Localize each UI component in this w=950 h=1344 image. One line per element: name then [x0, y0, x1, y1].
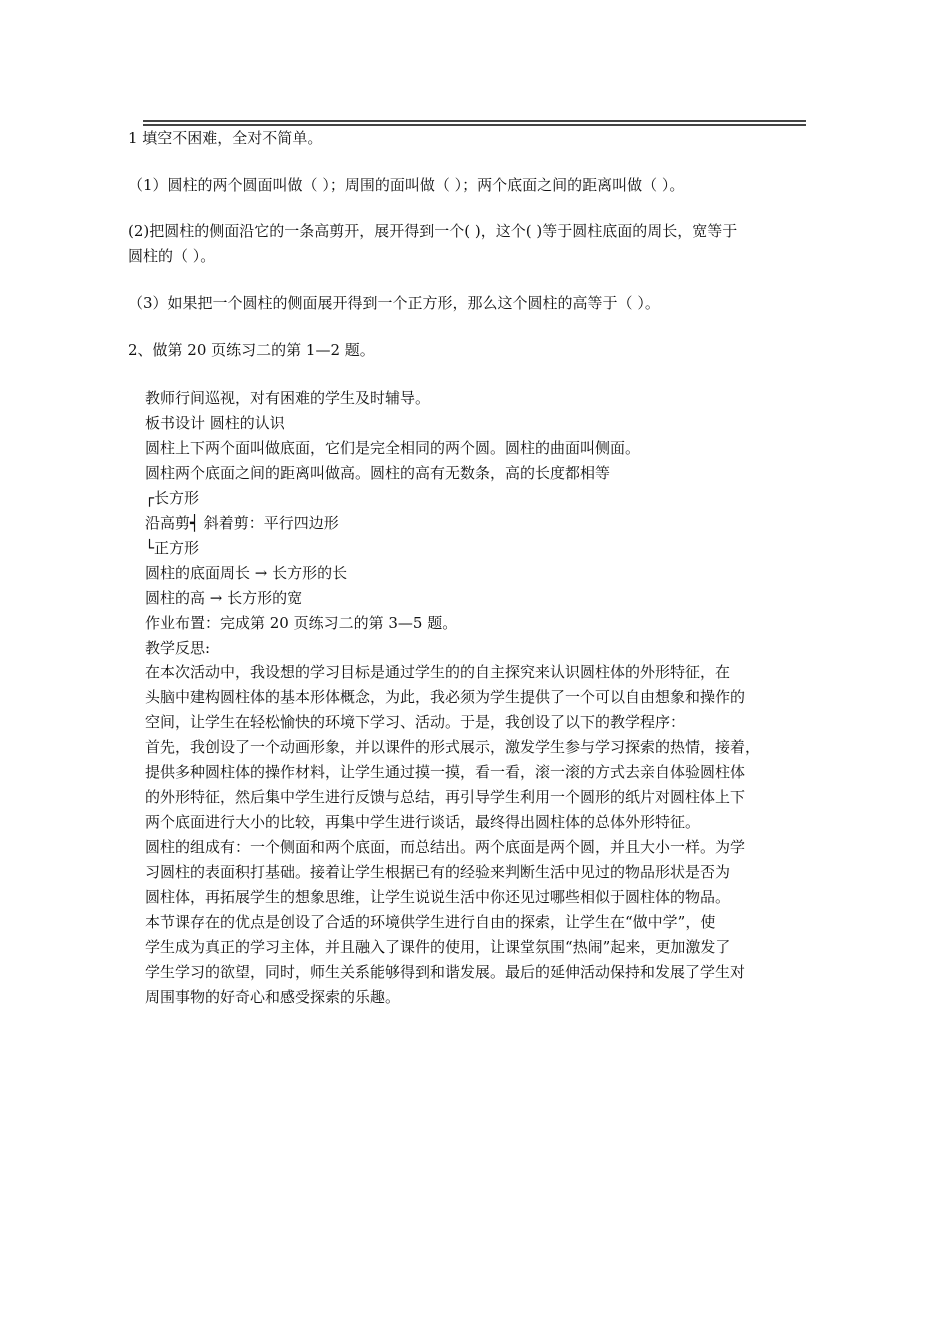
reflection-paragraph-3 [145, 835, 810, 910]
exercise-1-question-1: （1）圆柱的两个圆面叫做（ ）；周围的面叫做（ ）；两个底面之间的距离叫做（ ）。 [128, 176, 685, 194]
reflection-line: 头脑中建构圆柱体的基本形体概念，为此，我必须为学生提供了一个可以自由想象和操作的 [145, 688, 746, 706]
reflection-line: 学生学习的欲望，同时，师生关系能够得到和谐发展。最后的延伸活动保持和发展了学生对 [145, 963, 746, 981]
exercise-1-question-3: （3）如果把一个圆柱的侧面展开得到一个正方形，那么这个圆柱的高等于（ ）。 [128, 294, 660, 312]
reflection-title: 教学反思: [145, 639, 211, 657]
reflection-line: 习圆柱的表面积打基础。接着让学生根据已有的经验来判断生活中见过的物品形状是否为 [145, 863, 731, 881]
reflection-line: 在本次活动中，我设想的学习目标是通过学生的的自主探究来认识圆柱体的外形特征，在 [145, 663, 731, 681]
reflection-line: 空间，让学生在轻松愉快的环境下学习、活动。于是，我创设了以下的教学程序： [145, 713, 686, 731]
exercise-1-title: 1 填空不困难，全对不简单。 [128, 129, 323, 147]
reflection-line: 周围事物的好奇心和感受探索的乐趣。 [145, 988, 401, 1006]
branch-bottom-square: └正方形 [145, 539, 200, 557]
reflection-line: 的外形特征，然后集中学生进行反馈与总结，再引导学生利用一个圆形的纸片对圆柱体上下 [145, 788, 746, 806]
relation-height-width: 圆柱的高 → 长方形的宽 [145, 589, 303, 607]
reflection-line: 首先，我创设了一个动画形象，并以课件的形式展示，激发学生参与学习探索的热情，接着， [145, 738, 761, 756]
header-rule-top [143, 120, 806, 122]
definition-base-side: 圆柱上下两个面叫做底面，它们是完全相同的两个圆。圆柱的曲面叫侧面。 [145, 439, 641, 457]
branch-middle-cut: 沿高剪┥ 斜着剪：平行四边形 [145, 514, 339, 532]
reflection-paragraph-1 [145, 660, 810, 735]
board-design-title: 板书设计 圆柱的认识 [145, 414, 285, 432]
reflection-paragraph-2 [145, 735, 810, 835]
relation-circumference-length: 圆柱的底面周长 → 长方形的长 [145, 564, 348, 582]
reflection-line: 本节课存在的优点是创设了合适的环境供学生进行自由的探索，让学生在“做中学”，使 [145, 913, 716, 931]
exercise-1-question-2-line-1: (2)把圆柱的侧面沿它的一条高剪开，展开得到一个( )，这个( )等于圆柱底面的周长，宽等于 [128, 222, 738, 240]
reflection-line: 两个底面进行大小的比较，再集中学生进行谈话，最终得出圆柱体的总体外形特征。 [145, 813, 701, 831]
reflection-line: 圆柱体，再拓展学生的想象思维，让学生说说生活中你还见过哪些相似于圆柱体的物品。 [145, 888, 731, 906]
teacher-patrol-note: 教师行间巡视，对有困难的学生及时辅导。 [145, 389, 431, 407]
definition-height: 圆柱两个底面之间的距离叫做高。圆柱的高有无数条，高的长度都相等 [145, 464, 611, 482]
header-rule-bottom [143, 124, 806, 126]
reflection-line: 提供多种圆柱体的操作材料，让学生通过摸一摸，看一看，滚一滚的方式去亲自体验圆柱体 [145, 763, 746, 781]
reflection-paragraph-4 [145, 910, 810, 1010]
homework-assignment: 作业布置：完成第 20 页练习二的第 3—5 题。 [145, 614, 458, 632]
reflection-line: 圆柱的组成有：一个侧面和两个底面，而总结出。两个底面是两个圆，并且大小一样。为学 [145, 838, 746, 856]
exercise-1-question-2-line-2: 圆柱的（ ）。 [128, 247, 216, 265]
exercise-2-title: 2、做第 20 页练习二的第 1—2 题。 [128, 341, 375, 359]
reflection-line: 学生成为真正的学习主体，并且融入了课件的使用，让课堂氛围“热闹”起来，更加激发了 [145, 938, 731, 956]
branch-top-rectangle: ┌长方形 [145, 489, 200, 507]
